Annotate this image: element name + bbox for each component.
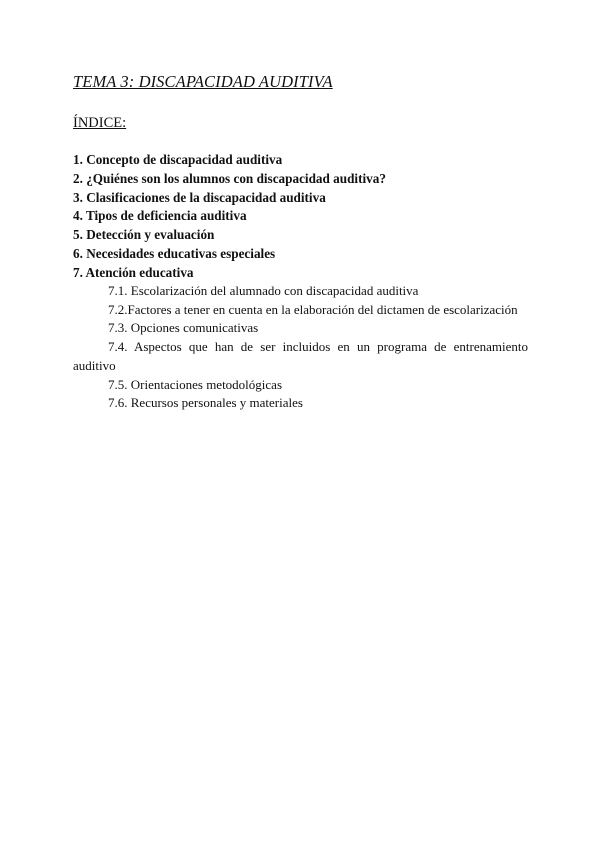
document-title: TEMA 3: DISCAPACIDAD AUDITIVA: [73, 72, 333, 91]
subsection-item: 7.2.Factores a tener en cuenta en la elaboración del dictamen de escolarización: [108, 301, 518, 317]
subsection-item: 7.1. Escolarización del alumnado con discapacidad auditiva: [108, 283, 419, 298]
index-label: ÍNDICE:: [73, 115, 127, 131]
section-item: 6. Necesidades educativas especiales: [73, 245, 276, 261]
section-item: 3. Clasificaciones de la discapacidad auditiva: [73, 189, 326, 205]
subsection-item: 7.4. Aspectos que han de ser incluidos en un programa de entrenamiento auditivo: [73, 339, 528, 373]
section-item: 5. Detección y evaluación: [73, 227, 215, 243]
subsection-list: [73, 282, 528, 413]
subsection-item: 7.6. Recursos personales y materiales: [108, 395, 303, 411]
subsection-item: 7.5. Orientaciones metodológicas: [108, 376, 283, 392]
section-item: 7. Atención educativa: [73, 264, 194, 280]
section-item: 2. ¿Quiénes son los alumnos con discapacidad auditiva?: [73, 170, 386, 186]
section-item: 1. Concepto de discapacidad auditiva: [73, 152, 283, 167]
subsection-item: 7.3. Opciones comunicativas: [108, 320, 259, 336]
section-item: 4. Tipos de deficiencia auditiva: [73, 208, 247, 224]
section-list: [73, 151, 533, 283]
